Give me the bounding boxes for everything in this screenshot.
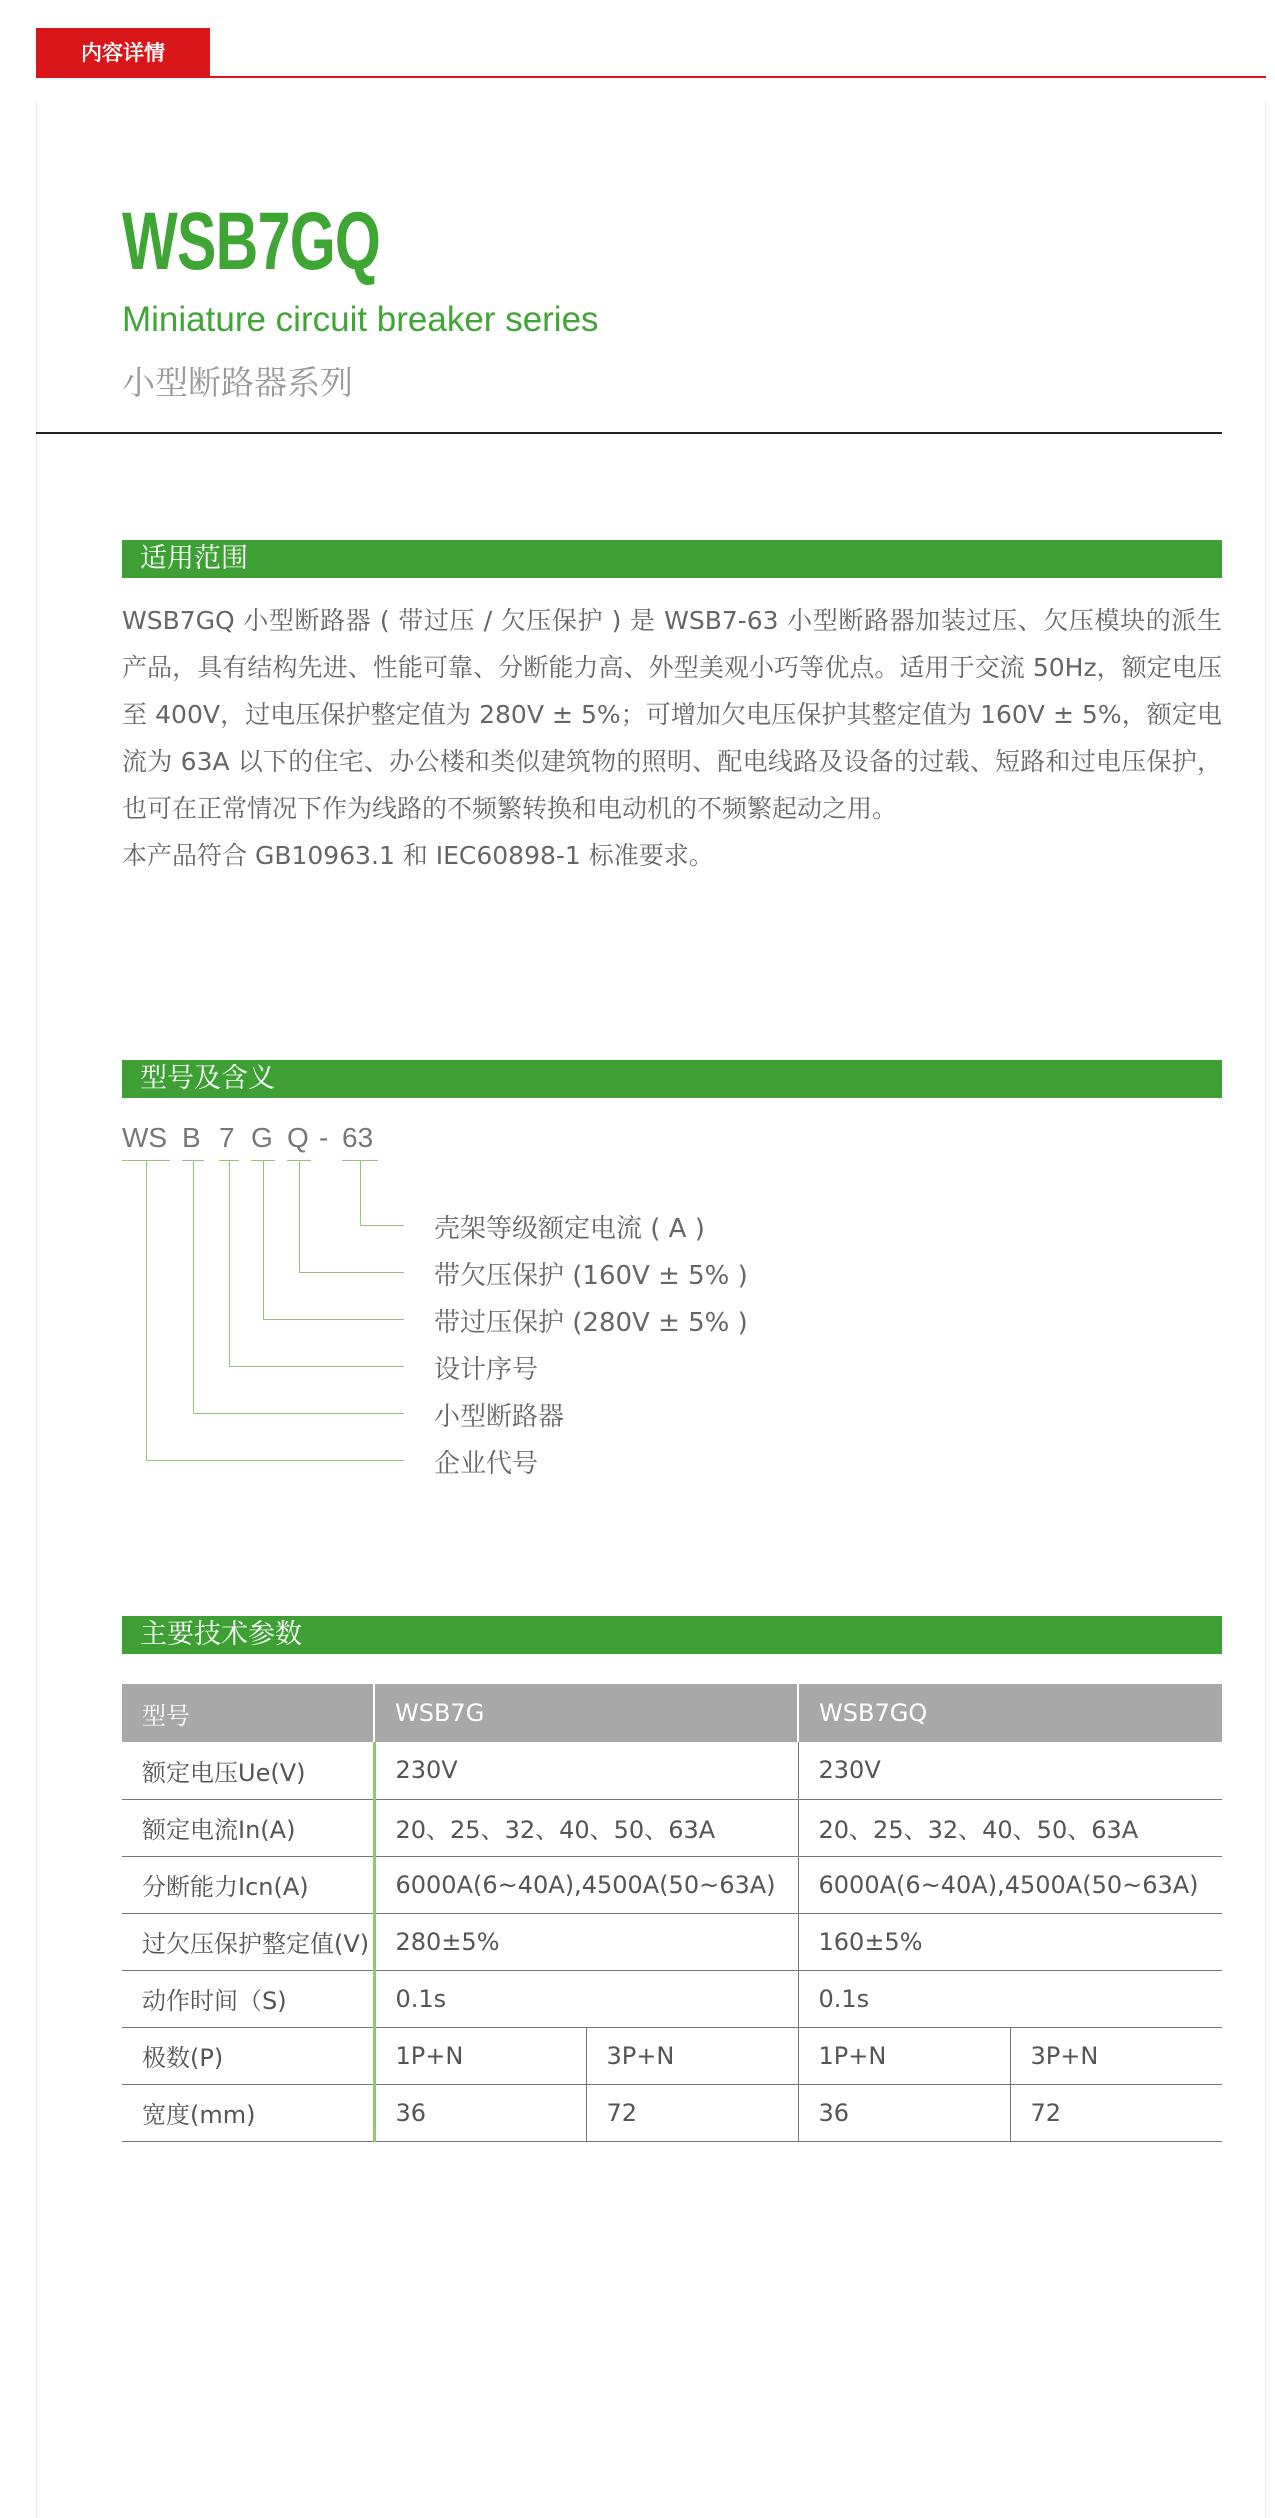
code-desc-undervoltage: 带欠压保护 (160V ± 5% ) (434, 1261, 748, 1291)
cell-current-gq: 20、25、32、40、50、63A (798, 1799, 1222, 1856)
table-row (122, 2027, 1222, 2084)
scope-paragraph-1: WSB7GQ 小型断路器 ( 带过压 / 欠压保护 ) 是 WSB7-63 小型断路器加装过压、欠压模块的派生产品，具有结构先进、性能可靠、分断能力高、外型美观小巧等优点。适用于交流 50Hz，额定电压至 400V，过电压保护整定值为 280V ± 5%；可增加欠电压保护其整定值为 160V ± 5%，额定电流为 63A 以下的住宅、办公楼和类似建筑物的照明、配电线路及设备的过载、短路和过电压保护，也可在正常情况下作为线路的不频繁转换和电动机的不频繁起动之用。 (122, 606, 1222, 823)
cell-voltage-gq: 230V (798, 1742, 1222, 1799)
cell-width-gq2: 72 (1010, 2084, 1222, 2141)
code-part-b: B (182, 1122, 201, 1153)
section-heading-model-meaning: 型号及含义 (122, 1060, 1222, 1098)
code-part-q: Q (287, 1122, 309, 1153)
cell-protection-g: 280±5% (374, 1913, 798, 1970)
table-header-wsb7g: WSB7G (374, 1684, 798, 1742)
table-row (122, 2084, 1222, 2141)
code-part-dash: - (319, 1122, 329, 1153)
cell-breaking-gq: 6000A(6~40A),4500A(50~63A) (798, 1856, 1222, 1913)
row-label-time: 动作时间（S) (122, 1970, 374, 2027)
product-subtitle-en: Miniature circuit breaker series (122, 300, 599, 339)
scope-text (122, 597, 1222, 879)
scope-paragraph-2: 本产品符合 GB10963.1 和 IEC60898-1 标准要求。 (122, 841, 714, 870)
table-header-wsb7gq: WSB7GQ (798, 1684, 1222, 1742)
cell-poles-gq1: 1P+N (798, 2027, 1010, 2084)
cell-time-gq: 0.1s (798, 1970, 1222, 2027)
row-label-poles: 极数(P) (122, 2027, 374, 2084)
code-part-63: 63 (342, 1122, 374, 1153)
row-label-width: 宽度(mm) (122, 2084, 374, 2141)
code-desc-overvoltage: 带过压保护 (280V ± 5% ) (434, 1308, 748, 1338)
code-desc-mcb: 小型断路器 (434, 1402, 565, 1432)
cell-poles-g2: 3P+N (586, 2027, 798, 2084)
cell-width-g2: 72 (586, 2084, 798, 2141)
cell-poles-gq2: 3P+N (1010, 2027, 1222, 2084)
table-row (122, 1856, 1222, 1913)
cell-width-g1: 36 (374, 2084, 586, 2141)
row-label-current: 额定电流In(A) (122, 1799, 374, 1856)
row-label-breaking: 分断能力Icn(A) (122, 1856, 374, 1913)
table-header-label: 型号 (122, 1684, 374, 1742)
code-desc-rated-current: 壳架等级额定电流 ( A ) (434, 1214, 705, 1244)
table-row (122, 1799, 1222, 1856)
table-row (122, 1970, 1222, 2027)
table-row (122, 1913, 1222, 1970)
cell-protection-gq: 160±5% (798, 1913, 1222, 1970)
code-part-ws: WS (122, 1122, 168, 1153)
cell-time-g: 0.1s (374, 1970, 798, 2027)
cell-breaking-g: 6000A(6~40A),4500A(50~63A) (374, 1856, 798, 1913)
code-part-7: 7 (219, 1122, 235, 1153)
cell-voltage-g: 230V (374, 1742, 798, 1799)
code-desc-company: 企业代号 (434, 1449, 539, 1479)
code-part-g: G (251, 1122, 273, 1153)
section-heading-scope: 适用范围 (122, 540, 1222, 578)
cell-current-g: 20、25、32、40、50、63A (374, 1799, 798, 1856)
table-header-row (122, 1684, 1222, 1742)
header-divider (36, 432, 1222, 434)
code-desc-design-serial: 设计序号 (434, 1355, 539, 1385)
section-heading-params: 主要技术参数 (122, 1616, 1222, 1654)
row-label-protection: 过欠压保护整定值(V) (122, 1913, 374, 1970)
product-model-title: WSB7GQ (122, 196, 381, 287)
table-row (122, 1742, 1222, 1799)
params-table (122, 1684, 1222, 2142)
tab-bar (36, 28, 1266, 78)
cell-poles-g1: 1P+N (374, 2027, 586, 2084)
product-subtitle-cn: 小型断路器系列 (122, 363, 353, 402)
cell-width-gq1: 36 (798, 2084, 1010, 2141)
row-label-voltage: 额定电压Ue(V) (122, 1742, 374, 1799)
tab-content-details[interactable]: 内容详情 (36, 28, 210, 78)
